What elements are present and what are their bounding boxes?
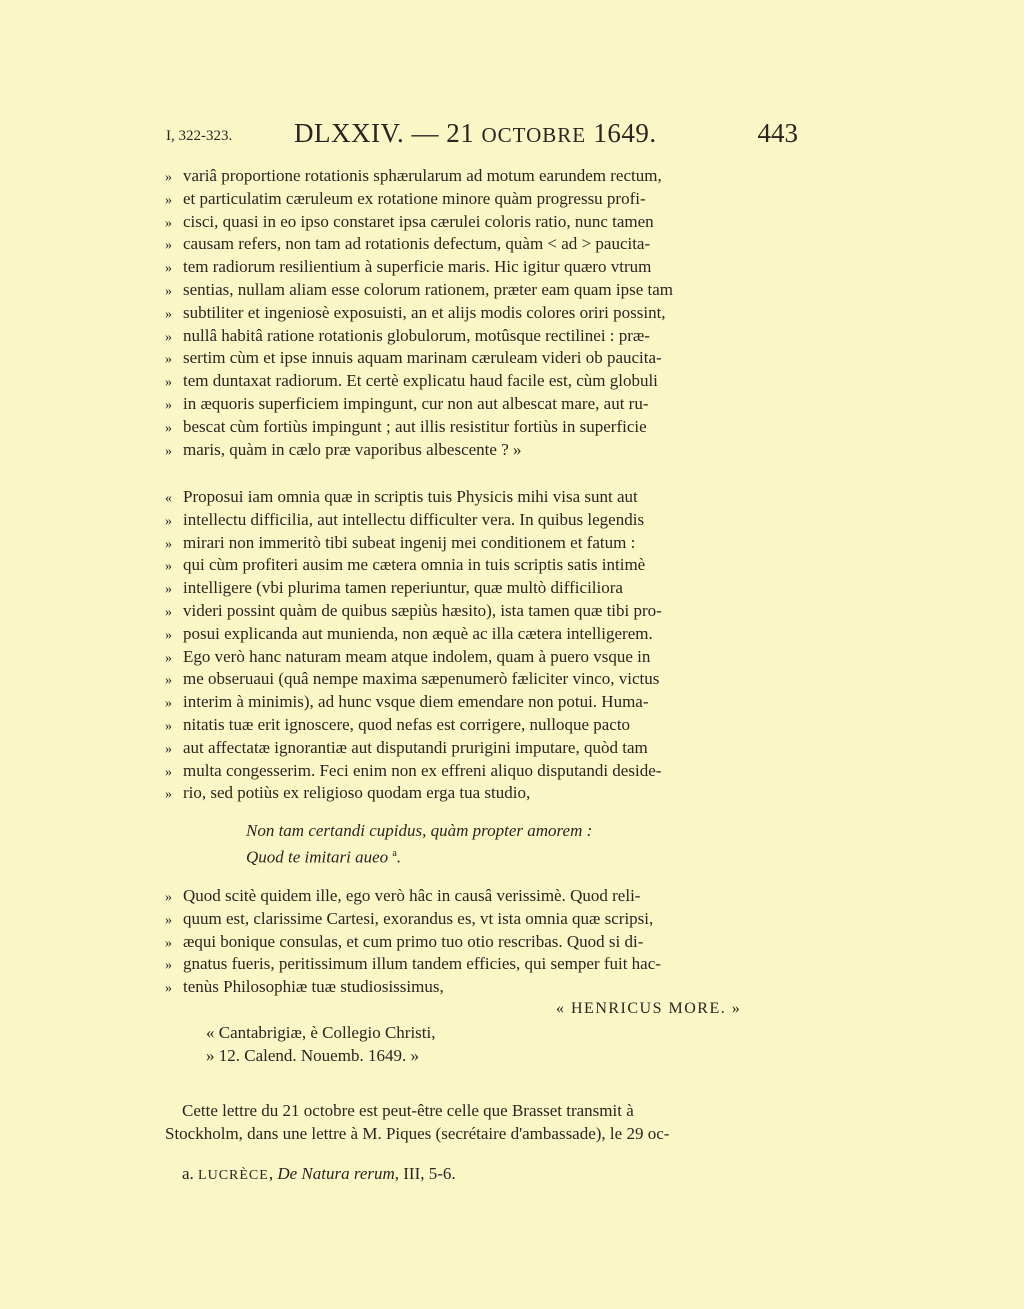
line-text: intellectu difficilia, aut intellectu difficulter vera. In quibus legendis — [183, 509, 645, 529]
line-text: videri possint quàm de quibus sæpiùs hæsito), ista tamen quæ tibi pro- — [183, 601, 662, 620]
text-line — [165, 907, 799, 930]
text-line — [165, 736, 799, 759]
quote-line-1: Non tam certandi cupidus, quàm propter amorem : — [246, 821, 593, 840]
text-line — [165, 164, 799, 187]
line-text: mirari non immeritò tibi subeat ingenij mei conditionem et fatum : — [183, 532, 636, 552]
quote-mark: » — [165, 605, 172, 620]
line-text: qui cùm profiteri ausim me cætera omnia in tuis scriptis satis intimè — [183, 555, 646, 575]
line-text: sertim cùm et ipse innuis aquam marinam cæruleam videri ob paucita- — [183, 348, 662, 368]
text-line — [165, 884, 799, 907]
text-line — [165, 508, 799, 531]
text-line — [165, 930, 799, 953]
text-line — [165, 690, 799, 713]
line-text: maris, quàm in cælo præ vaporibus albescente ? » — [183, 439, 522, 459]
quote-mark: » — [165, 764, 172, 780]
quote-mark: » — [165, 627, 172, 643]
line-text: gnatus fueris, peritissimum illum tandem efficies, qui semper fuit hac- — [183, 954, 661, 974]
text-line — [165, 622, 799, 645]
text-line — [165, 369, 799, 392]
quote-mark: » — [165, 935, 172, 951]
quote-mark: » — [165, 582, 172, 598]
quote-mark: » — [165, 420, 172, 436]
quote-mark: » — [165, 513, 172, 529]
quote-mark: » — [165, 284, 172, 299]
line-text: me obseruaui (quâ nempe maxima sæpenumerò fæliciter vinco, victus — [183, 669, 660, 689]
line-text: posui explicanda aut munienda, non æquè ac illa cætera intelligerem. — [183, 623, 653, 643]
quote-mark: » — [165, 787, 172, 803]
place-line-2: » 12. Calend. Nouemb. 1649. » — [206, 1046, 419, 1065]
page-number: 443 — [757, 118, 798, 148]
text-line — [165, 232, 799, 255]
line-text: Ego verò hanc naturam meam atque indolem, quam à puero vsque in — [183, 646, 651, 666]
text-line — [165, 255, 799, 278]
line-text: tem radiorum resilientium à superficie maris. Hic igitur quæro vtrum — [183, 257, 652, 277]
line-text: tem duntaxat radiorum. Et certè explicatu haud facile est, cùm globuli — [183, 371, 658, 391]
text-line — [165, 952, 799, 975]
quote-mark: » — [165, 536, 172, 552]
text-line — [165, 187, 799, 210]
quote-mark: » — [165, 890, 172, 905]
line-text: quum est, clarissime Cartesi, exorandus es, vt ista omnia quæ scripsi, — [183, 908, 654, 928]
text-line — [165, 346, 799, 369]
text-line — [165, 531, 799, 554]
text-line — [165, 301, 799, 324]
line-text: nullâ habitâ ratione rotationis globulorum, motûsque rectilinei : præ- — [183, 325, 650, 345]
text-line — [165, 392, 799, 415]
quote-mark: » — [165, 329, 172, 345]
line-text: cisci, quasi in eo ipso constaret ipsa cærulei coloris ratio, nunc tamen — [183, 211, 654, 231]
text-line — [165, 667, 799, 690]
text-line — [165, 438, 799, 461]
text-line — [165, 415, 799, 438]
line-text: sentias, nullam aliam esse colorum rationem, præter eam quam ipse tam — [183, 280, 674, 299]
quote-mark: » — [165, 375, 172, 391]
text-line — [165, 210, 799, 233]
text-line — [165, 324, 799, 347]
quote-mark: « — [165, 491, 172, 506]
quote-mark: » — [165, 912, 172, 928]
page-header — [166, 118, 798, 154]
note-line-2: Stockholm, dans une lettre à M. Piques (secrétaire d'ambassade), le 29 oc- — [165, 1124, 670, 1143]
line-text: et particulatim cæruleum ex rotatione minore quàm progressu profi- — [183, 188, 646, 208]
text-line — [165, 485, 799, 508]
line-text: subtiliter et ingeniosè exposuisti, an et alijs modis colores oriri possint, — [183, 302, 666, 322]
text-line — [165, 759, 799, 782]
text-line — [165, 781, 799, 804]
quote-mark: » — [165, 673, 172, 689]
signature: « HENRICUS MORE. » — [556, 1000, 742, 1017]
quote-mark: » — [165, 170, 172, 185]
text-line — [165, 645, 799, 668]
line-text: Quod scitè quidem ille, ego verò hâc in causâ verissimè. Quod reli- — [183, 886, 641, 905]
text-line — [165, 713, 799, 736]
header-title: DLXXIV. — 21 OCTOBRE 1649. — [294, 118, 657, 148]
note-line-1: Cette lettre du 21 octobre est peut-être celle que Brasset transmit à — [182, 1101, 634, 1120]
place-line-1: « Cantabrigiæ, è Collegio Christi, — [206, 1023, 436, 1042]
line-text: causam refers, non tam ad rotationis defectum, quàm < ad > paucita- — [183, 234, 651, 254]
quote-mark: » — [165, 981, 172, 997]
quote-mark: » — [165, 398, 172, 413]
line-text: tenùs Philosophiæ tuæ studiosissimus, — [183, 977, 444, 997]
text-line — [165, 576, 799, 599]
quote-mark: » — [165, 650, 172, 666]
quote-mark: » — [165, 306, 172, 322]
footnote: a. LUCRÈCE, De Natura rerum, III, 5-6. — [182, 1164, 456, 1183]
quote-mark: » — [165, 741, 172, 757]
quote-mark: » — [165, 352, 172, 368]
quote-mark: » — [165, 719, 172, 734]
quote-line-2: Quod te imitari aueo $^a$. — [246, 847, 402, 867]
line-text: æqui bonique consulas, et cum primo tuo otio rescribas. Quod si di- — [183, 931, 644, 951]
quote-mark: » — [165, 192, 172, 208]
line-text: intelligere (vbi plurima tamen reperiuntur, quæ multò difficiliora — [183, 578, 623, 598]
line-text: variâ proportione rotationis sphærularum ad motum earundem rectum, — [183, 166, 662, 185]
line-text: Proposui iam omnia quæ in scriptis tuis Physicis mihi visa sunt aut — [183, 487, 638, 506]
line-text: aut affectatæ ignorantiæ aut disputandi prurigini imputare, quòd tam — [183, 737, 648, 757]
line-text: in æquoris superficiem impingunt, cur non aut albescat mare, aut ru- — [183, 394, 649, 413]
line-text: rio, sed potiùs ex religioso quodam erga tua studio, — [183, 783, 531, 803]
text-line — [165, 278, 799, 301]
quote-mark: » — [165, 696, 172, 712]
text-line — [165, 553, 799, 576]
quote-mark: » — [165, 443, 172, 459]
line-text: multa congesserim. Feci enim non ex effreni aliquo disputandi deside- — [183, 760, 662, 780]
quote-mark: » — [165, 261, 172, 277]
header-reference: I, 322-323. — [166, 128, 233, 144]
quote-mark: » — [165, 559, 172, 575]
quote-mark: » — [165, 215, 172, 231]
line-text: bescat cùm fortiùs impingunt ; aut illis resistitur fortiùs in superficie — [183, 416, 647, 436]
text-line — [165, 599, 799, 622]
quote-mark: » — [165, 238, 172, 254]
line-text: interim à minimis), ad hunc vsque diem emendare non potui. Huma- — [183, 692, 649, 712]
quote-mark: » — [165, 958, 172, 974]
text-line — [165, 975, 799, 998]
line-text: nitatis tuæ erit ignoscere, quod nefas est corrigere, nulloque pacto — [183, 715, 631, 734]
